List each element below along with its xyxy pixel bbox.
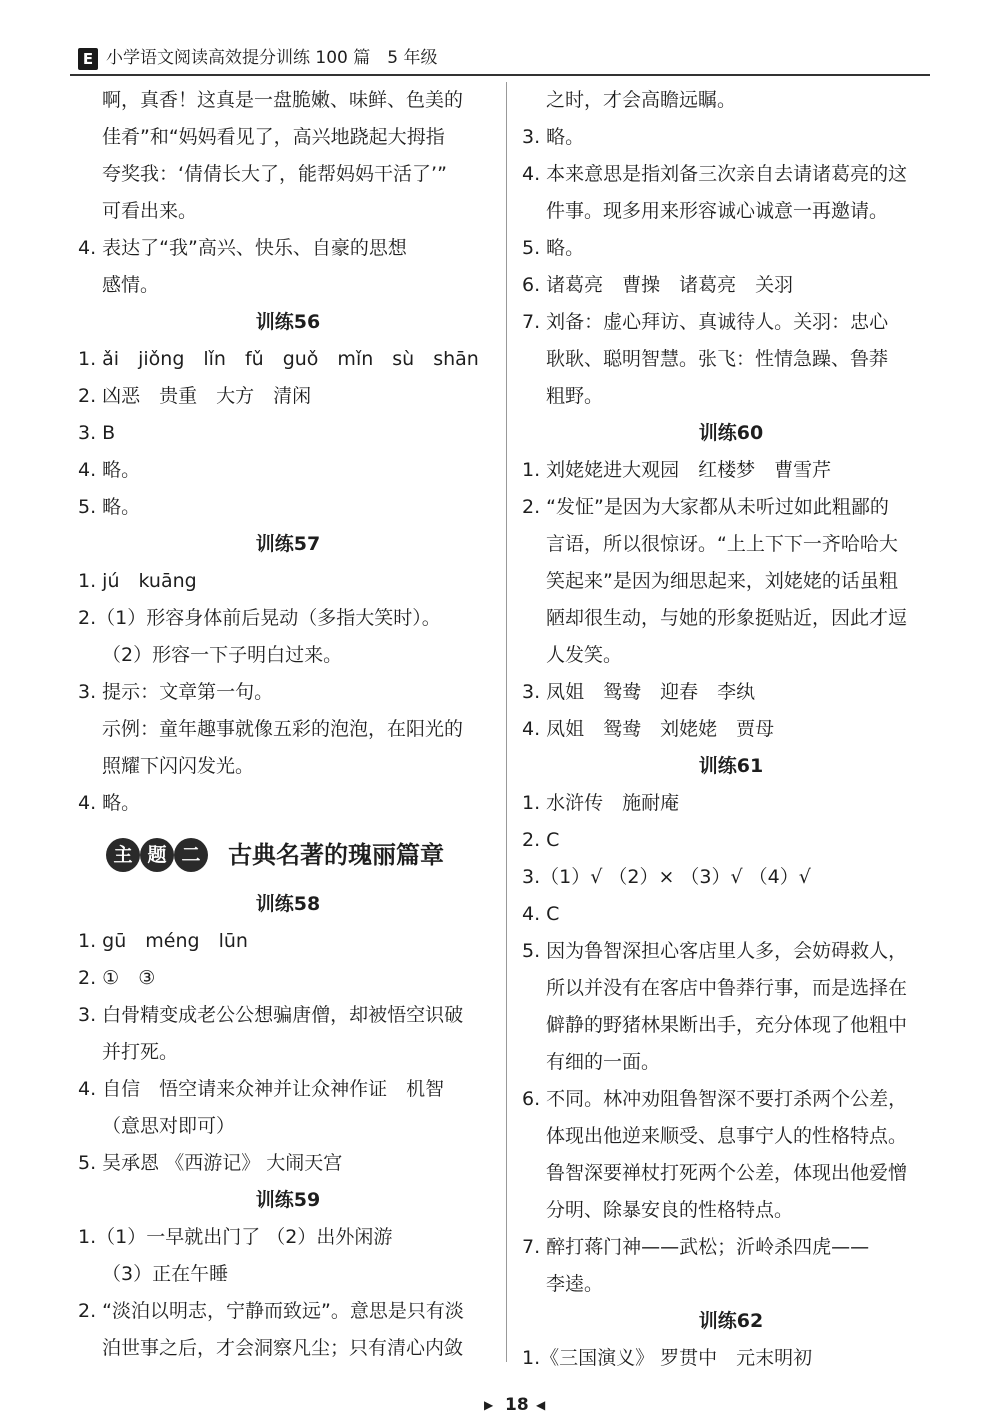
answer-line: 2. 凶恶 贵重 大方 清闲 <box>78 385 312 407</box>
answer-line: 5. 因为鲁智深担心客店里人多，会妨碍救人， <box>522 940 908 962</box>
answer-line: 5. 略。 <box>78 496 141 518</box>
answer-line: 1. ǎi jiǒng lǐn fǔ guǒ mǐn sù shān <box>78 348 479 370</box>
column-divider <box>506 82 507 1362</box>
answer-line: 1.《三国演义》 罗贯中 元末明初 <box>522 1347 813 1369</box>
answer-line: 李逵。 <box>546 1273 604 1295</box>
answer-line: 4. 略。 <box>78 792 141 814</box>
answer-line: 3. 略。 <box>522 126 585 148</box>
answer-line: 有细的一面。 <box>546 1051 661 1073</box>
answer-line: 4. 自信 悟空请来众神并让众神作证 机智 <box>78 1078 445 1100</box>
answer-line: 3. 提示：文章第一句。 <box>78 681 274 703</box>
answer-line: 所以并没有在客店中鲁莽行事，而是选择在 <box>546 977 908 999</box>
exercise-heading-56: 训练56 <box>255 311 321 333</box>
exercise-heading-60: 训练60 <box>698 422 764 444</box>
page-number: 18 <box>505 1395 529 1415</box>
answer-line: 感情。 <box>102 274 160 296</box>
answer-line: 2. “淡泊以明志，宁静而致远”。意思是只有淡 <box>78 1300 464 1322</box>
answer-line: （意思对即可） <box>102 1115 236 1137</box>
answer-line: 分明、除暴安良的性格特点。 <box>546 1199 794 1221</box>
series-logo-icon: E <box>78 48 98 70</box>
theme-badge: 二 <box>174 838 208 872</box>
theme-badge: 题 <box>140 838 174 872</box>
answer-line: 3.（1）√ （2）× （3）√ （4）√ <box>522 866 811 888</box>
page-header <box>70 44 930 74</box>
answer-line: 笑起来”是因为细思起来，刘姥姥的话虽粗 <box>546 570 898 592</box>
theme-banner <box>78 828 498 886</box>
answer-line: 言语，所以很惊讶。“上上下下一齐哈哈大 <box>546 533 898 555</box>
answer-line: 可看出来。 <box>102 200 198 222</box>
left-triangle-icon: ◀ <box>536 1398 546 1412</box>
answer-line: 啊，真香！这真是一盘脆嫩、味鲜、色美的 <box>102 89 464 111</box>
theme-badge: 主 <box>106 838 140 872</box>
exercise-heading-57: 训练57 <box>255 533 321 555</box>
answer-line: 泊世事之后，才会洞察凡尘；只有清心内敛 <box>102 1337 464 1359</box>
answer-line: 粗野。 <box>546 385 604 407</box>
answer-line: 7. 醉打蒋门神——武松；沂岭杀四虎—— <box>522 1236 870 1258</box>
answer-line: 陋却很生动，与她的形象挺贴近，因此才逗 <box>546 607 908 629</box>
answer-line: 4. 本来意思是指刘备三次亲自去请诸葛亮的这 <box>522 163 908 185</box>
answer-line: 件事。现多用来形容诚心诚意一再邀请。 <box>546 200 889 222</box>
answer-line: 1. gū méng lūn <box>78 930 248 952</box>
answer-line: 4. C <box>522 903 560 925</box>
right-triangle-icon: ▶ <box>484 1398 494 1412</box>
exercise-heading-61: 训练61 <box>698 755 764 777</box>
answer-line: 2. C <box>522 829 560 851</box>
answer-line: 7. 刘备：虚心拜访、真诚待人。关羽：忠心 <box>522 311 889 333</box>
page-footer <box>470 1393 560 1417</box>
answer-line: 5. 吴承恩 《西游记》 大闹天宫 <box>78 1152 343 1174</box>
answer-line: 体现出他逆来顺受、息事宁人的性格特点。 <box>546 1125 908 1147</box>
right-column <box>522 82 940 1377</box>
answer-line: 4. 表达了“我”高兴、快乐、自豪的思想 <box>78 237 407 259</box>
answer-line: 1. 刘姥姥进大观园 红楼梦 曹雪芹 <box>522 459 832 481</box>
header-rule <box>70 74 930 76</box>
answer-line: 1. jú kuāng <box>78 570 197 592</box>
theme-title: 古典名著的瑰丽篇章 <box>228 841 444 869</box>
answer-line: 3. 凤姐 鸳鸯 迎春 李纨 <box>522 681 756 703</box>
answer-line: 1. 水浒传 施耐庵 <box>522 792 680 814</box>
answer-line: 之时，才会高瞻远瞩。 <box>546 89 737 111</box>
answer-line: 4. 略。 <box>78 459 141 481</box>
answer-line: （3）正在午睡 <box>102 1263 229 1285</box>
answer-line: 鲁智深要禅杖打死两个公差，体现出他爱憎 <box>546 1162 908 1184</box>
answer-line: 人发笑。 <box>546 644 623 666</box>
answer-line: 5. 略。 <box>522 237 585 259</box>
left-column <box>78 82 498 1367</box>
answer-line: 1.（1）一早就出门了 （2）出外闲游 <box>78 1226 393 1248</box>
answer-line: 佳肴”和“妈妈看见了，高兴地跷起大拇指 <box>102 126 445 148</box>
answer-line: 4. 凤姐 鸳鸯 刘姥姥 贾母 <box>522 718 775 740</box>
answer-line: 僻静的野猪林果断出手，充分体现了他粗中 <box>546 1014 908 1036</box>
answer-line: 6. 诸葛亮 曹操 诸葛亮 关羽 <box>522 274 794 296</box>
answer-line: 2. ① ③ <box>78 967 156 989</box>
exercise-heading-62: 训练62 <box>698 1310 764 1332</box>
answer-line: 照耀下闪闪发光。 <box>102 755 255 777</box>
answer-line: 2. “发怔”是因为大家都从未听过如此粗鄙的 <box>522 496 889 518</box>
book-title: 小学语文阅读高效提分训练 100 篇 5 年级 <box>106 48 438 68</box>
answer-line: 耿耿、聪明智慧。张飞：性情急躁、鲁莽 <box>546 348 889 370</box>
exercise-heading-59: 训练59 <box>255 1189 321 1211</box>
answer-line: （2）形容一下子明白过来。 <box>102 644 343 666</box>
answer-line: 3. B <box>78 422 116 444</box>
exercise-heading-58: 训练58 <box>255 893 321 915</box>
answer-line: 并打死。 <box>102 1041 179 1063</box>
answer-line: 夸奖我：‘倩倩长大了，能帮妈妈干活了’” <box>102 163 447 185</box>
answer-line: 6. 不同。林冲劝阻鲁智深不要打杀两个公差， <box>522 1088 908 1110</box>
answer-line: 3. 白骨精变成老公公想骗唐僧，却被悟空识破 <box>78 1004 464 1026</box>
answer-line: 2.（1）形容身体前后晃动（多指大笑时）。 <box>78 607 441 629</box>
answer-line: 示例：童年趣事就像五彩的泡泡，在阳光的 <box>102 718 464 740</box>
